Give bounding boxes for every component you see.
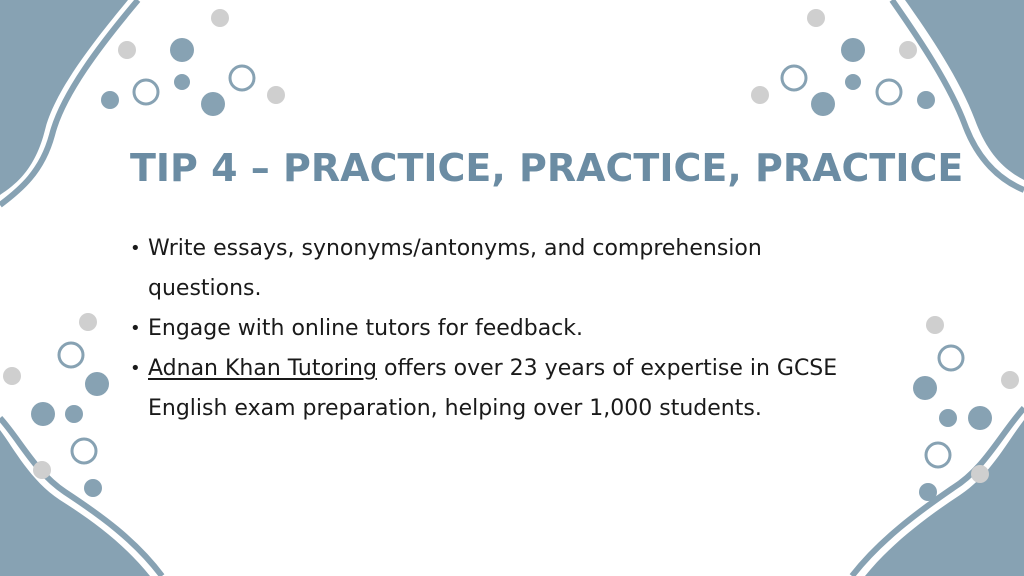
adnan-khan-tutoring-link[interactable]: Adnan Khan Tutoring <box>148 356 377 381</box>
bullet-item <box>130 349 870 429</box>
bullet-list <box>130 229 870 429</box>
bullet-text: offers over 23 years of expertise in GCSE English exam preparation, helping over 1,000 students. <box>148 356 838 421</box>
bullet-item <box>130 309 870 349</box>
bullet-text: Write essays, synonyms/antonyms, and comprehension questions. <box>148 236 762 301</box>
bullet-text: Engage with online tutors for feedback. <box>148 316 584 341</box>
bottom-left-blob <box>0 418 162 576</box>
slide-title: TIP 4 – PRACTICE, PRACTICE, PRACTICE <box>130 146 964 190</box>
bottom-right-blob <box>852 408 1024 576</box>
top-left-dots <box>101 9 285 116</box>
bullet-item <box>130 229 870 309</box>
